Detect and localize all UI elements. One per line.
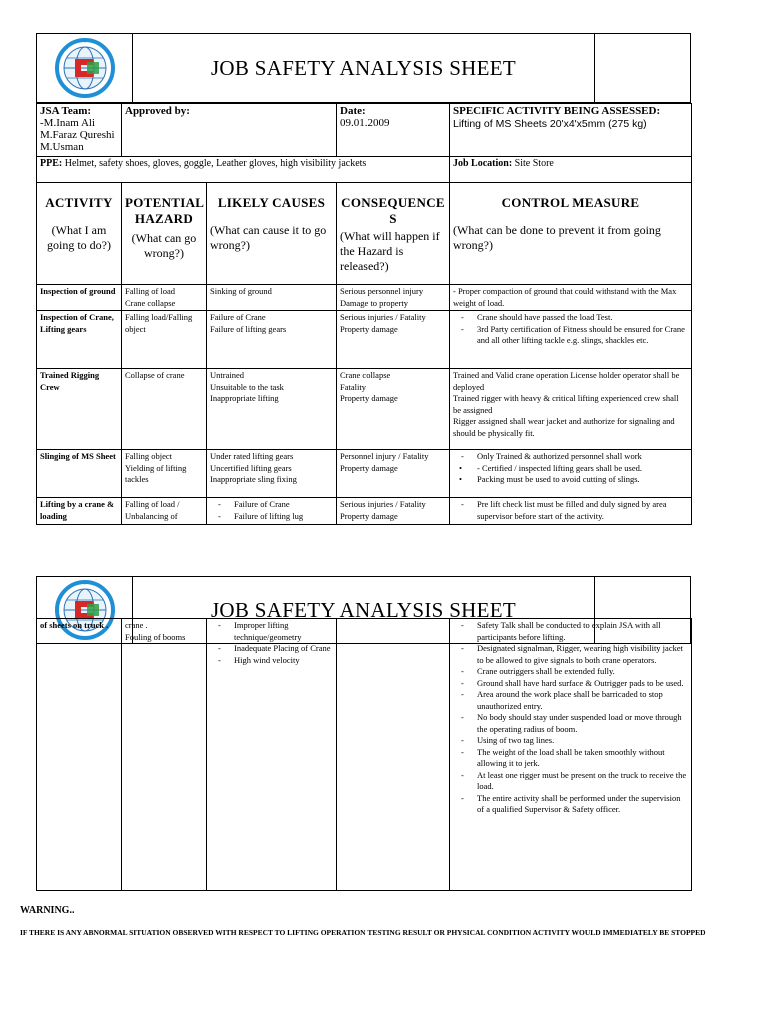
- consequence-line: Property damage: [340, 323, 398, 334]
- jsa-table-page-2: [36, 618, 692, 891]
- col-head-hazard: [122, 183, 207, 285]
- cause-line: Inappropriate sling fixing: [210, 474, 297, 484]
- hazard-line: Yielding of lifting tackles: [125, 462, 187, 484]
- date-label: Date:: [340, 105, 366, 117]
- row-consequences: [337, 450, 450, 498]
- col-subtitle: (What I am going to do?): [47, 223, 111, 252]
- consequence-line: Personnel injury / Fatality: [340, 451, 429, 461]
- row-hazard: Falling load/Falling object: [122, 311, 207, 369]
- ppe-value: Helmet, safety shoes, gloves, goggle, Leather gloves, high visibility jackets: [64, 158, 367, 169]
- company-logo: [37, 34, 133, 102]
- table-row: [37, 450, 692, 498]
- consequence-line: Damage to property: [340, 297, 408, 308]
- col-title: POTENTIAL HAZARD: [125, 195, 205, 226]
- cause-line: Failure of lifting gears: [210, 323, 287, 334]
- row-consequences: [337, 311, 450, 369]
- row-control: [450, 311, 692, 369]
- hazard-line: Falling of load /: [125, 499, 180, 509]
- row-control: [450, 498, 692, 525]
- col-head-control: [450, 183, 692, 285]
- consequence-line: Crane collapse: [340, 370, 391, 380]
- date-cell: [337, 104, 450, 157]
- team-member: M.Usman: [40, 141, 84, 153]
- control-item: - The weight of the load shall be taken smoothly without allowing it to jerk.: [453, 747, 688, 770]
- col-title: LIKELY CAUSES: [217, 195, 326, 210]
- cause-item: - High wind velocity: [210, 655, 333, 667]
- cause-item: - Failure of Crane: [210, 499, 333, 511]
- control-line: Trained rigger with heavy & critical lifting experienced crew shall be assigned: [453, 393, 679, 415]
- team-member: M.Faraz Qureshi: [40, 129, 115, 141]
- row-consequences: [337, 285, 450, 311]
- consequence-line: Serious injuries / Fatality: [340, 312, 426, 322]
- cause-item: - Improper lifting technique/geometry: [210, 620, 333, 643]
- team-label: JSA Team:: [40, 105, 92, 117]
- hazard-line: Crane collapse: [125, 297, 176, 308]
- jsa-team-cell: [37, 104, 122, 157]
- row-causes: [207, 311, 337, 369]
- job-location-cell: [450, 157, 692, 183]
- row-causes: [207, 498, 337, 525]
- ppe-label: PPE:: [40, 158, 63, 169]
- control-item: - At least one rigger must be present on the truck to receive the load.: [453, 770, 688, 793]
- row-hazard: [122, 619, 207, 891]
- col-subtitle: (What will happen if the Hazard is released?): [340, 229, 440, 273]
- consequence-line: Fatality: [340, 381, 366, 392]
- cause-line: Uncertified lifting gears: [210, 462, 292, 473]
- row-control: - Proper compaction of ground that could withstand with the Max weight of load.: [450, 285, 692, 311]
- date-value: 09.01.2009: [340, 117, 390, 129]
- row-causes: Sinking of ground: [207, 285, 337, 311]
- approved-label: Approved by:: [125, 105, 190, 117]
- cause-item: - Inadequate Placing of Crane: [210, 643, 333, 655]
- cause-line: Failure of Crane: [210, 312, 266, 322]
- consequence-line: Property damage: [340, 393, 398, 403]
- control-item: - Pre lift check list must be filled and duly signed by area supervisor before start of the activity.: [453, 499, 688, 522]
- row-activity: Lifting by a crane & loading: [37, 498, 122, 525]
- table-row: [37, 285, 692, 311]
- control-item: - Designated signalman, Rigger, wearing high visibility jacket to be allowed to give signals to both crane operators.: [453, 643, 688, 666]
- hazard-line: Fouling of booms: [125, 631, 186, 642]
- row-activity: Inspection of Crane, Lifting gears: [37, 311, 122, 369]
- control-item: - Only Trained & authorized personnel shall work: [453, 451, 688, 463]
- table-row: [37, 619, 692, 891]
- col-head-activity: [37, 183, 122, 285]
- control-item: - 3rd Party certification of Fitness should be ensured for Crane and all other lifting tackle e.g. slings, shackles etc.: [453, 324, 688, 347]
- hazard-line: Falling of load: [125, 286, 176, 296]
- hazard-line: Unbalancing of: [125, 510, 178, 521]
- row-control: [450, 369, 692, 450]
- approved-by-cell: [122, 104, 337, 157]
- consequence-line: Property damage: [340, 510, 398, 521]
- consequence-line: Property damage: [340, 462, 398, 473]
- activity-value: Lifting of MS Sheets 20'x4'x5mm (275 kg): [453, 118, 647, 130]
- col-title: CONTROL MEASURE: [501, 195, 640, 210]
- col-title: CONSEQUENCES: [341, 195, 445, 226]
- row-activity: Inspection of ground: [37, 285, 122, 311]
- activity-label: SPECIFIC ACTIVITY BEING ASSESSED:: [453, 105, 661, 117]
- control-item: - Area around the work place shall be barricaded to stop unauthorized entry.: [453, 689, 688, 712]
- row-activity: Trained Rigging Crew: [37, 369, 122, 450]
- control-item: - Using of two tag lines.: [453, 735, 688, 747]
- location-value: Site Store: [514, 158, 554, 169]
- col-subtitle: (What can cause it to go wrong?): [210, 223, 327, 252]
- warning-text: IF THERE IS ANY ABNORMAL SITUATION OBSERVED WITH RESPECT TO LIFTING OPERATION TESTING RESULT OR PHYSICAL CONDITION ACTIVITY WOULD IMMEDIATELY BE STOPPED: [20, 928, 706, 937]
- col-subtitle: (What can be done to prevent it from going wrong?): [453, 223, 661, 252]
- control-item: - Safety Talk shall be conducted to explain JSA with all participants before lifting.: [453, 620, 688, 643]
- ppe-cell: [37, 157, 450, 183]
- consequence-line: Serious injuries / Fatality: [340, 499, 426, 509]
- cause-line: Unsuitable to the task: [210, 381, 284, 392]
- table-row: [37, 498, 692, 525]
- cause-line: Under rated lifting gears: [210, 451, 294, 461]
- control-item: - No body should stay under suspended load or move through the operating radius of boom.: [453, 712, 688, 735]
- warning-label: WARNING..: [20, 905, 75, 916]
- jsa-table-page-1: [36, 103, 692, 525]
- row-activity: Slinging of MS Sheet: [37, 450, 122, 498]
- header-banner: [36, 33, 691, 103]
- row-hazard: [122, 498, 207, 525]
- consequence-line: Serious personnel injury: [340, 286, 424, 296]
- col-head-consequences: [337, 183, 450, 285]
- row-control: [450, 619, 692, 891]
- row-hazard: [122, 450, 207, 498]
- row-activity: of sheets on truck .: [37, 619, 122, 891]
- location-label: Job Location:: [453, 158, 513, 169]
- header-blank-cell: [594, 34, 690, 102]
- row-hazard: Collapse of crane: [122, 369, 207, 450]
- col-head-causes: [207, 183, 337, 285]
- row-consequences: [337, 369, 450, 450]
- cause-line: Untrained: [210, 370, 244, 380]
- row-causes: [207, 450, 337, 498]
- control-item: - Crane outriggers shall be extended fully.: [453, 666, 688, 678]
- table-row: [37, 369, 692, 450]
- cause-item: - Failure of lifting lug: [210, 511, 333, 523]
- control-item: - The entire activity shall be performed under the supervision of a qualified Supervisor & Safety officer.: [453, 793, 688, 816]
- hazard-line: Falling object: [125, 451, 172, 461]
- control-item: • - Certified / inspected lifting gears shall be used.: [453, 463, 688, 475]
- row-control: [450, 450, 692, 498]
- control-item: • Packing must be used to avoid cutting of slings.: [453, 474, 688, 486]
- row-consequences: [337, 498, 450, 525]
- table-row: [37, 311, 692, 369]
- specific-activity-cell: [450, 104, 692, 157]
- cause-line: Inappropriate lifting: [210, 393, 279, 403]
- row-causes: [207, 369, 337, 450]
- control-item: - Crane should have passed the load Test.: [453, 312, 688, 324]
- control-line: Rigger assigned shall wear jacket and authorize for signaling and should be physically fit.: [453, 416, 675, 438]
- team-member: -M.Inam Ali: [40, 117, 95, 129]
- hazard-line: crane .: [125, 620, 148, 630]
- row-causes: [207, 619, 337, 891]
- row-hazard: [122, 285, 207, 311]
- col-subtitle: (What can go wrong?): [131, 231, 197, 260]
- sheet-title: JOB SAFETY ANALYSIS SHEET: [210, 55, 517, 80]
- col-title: ACTIVITY: [45, 195, 113, 210]
- control-item: - Ground shall have hard surface & Outrigger pads to be used.: [453, 678, 688, 690]
- control-line: Trained and Valid crane operation License holder operator shall be deployed: [453, 370, 680, 392]
- row-consequences: [337, 619, 450, 891]
- sheet-title: JOB SAFETY ANALYSIS SHEET: [210, 597, 517, 622]
